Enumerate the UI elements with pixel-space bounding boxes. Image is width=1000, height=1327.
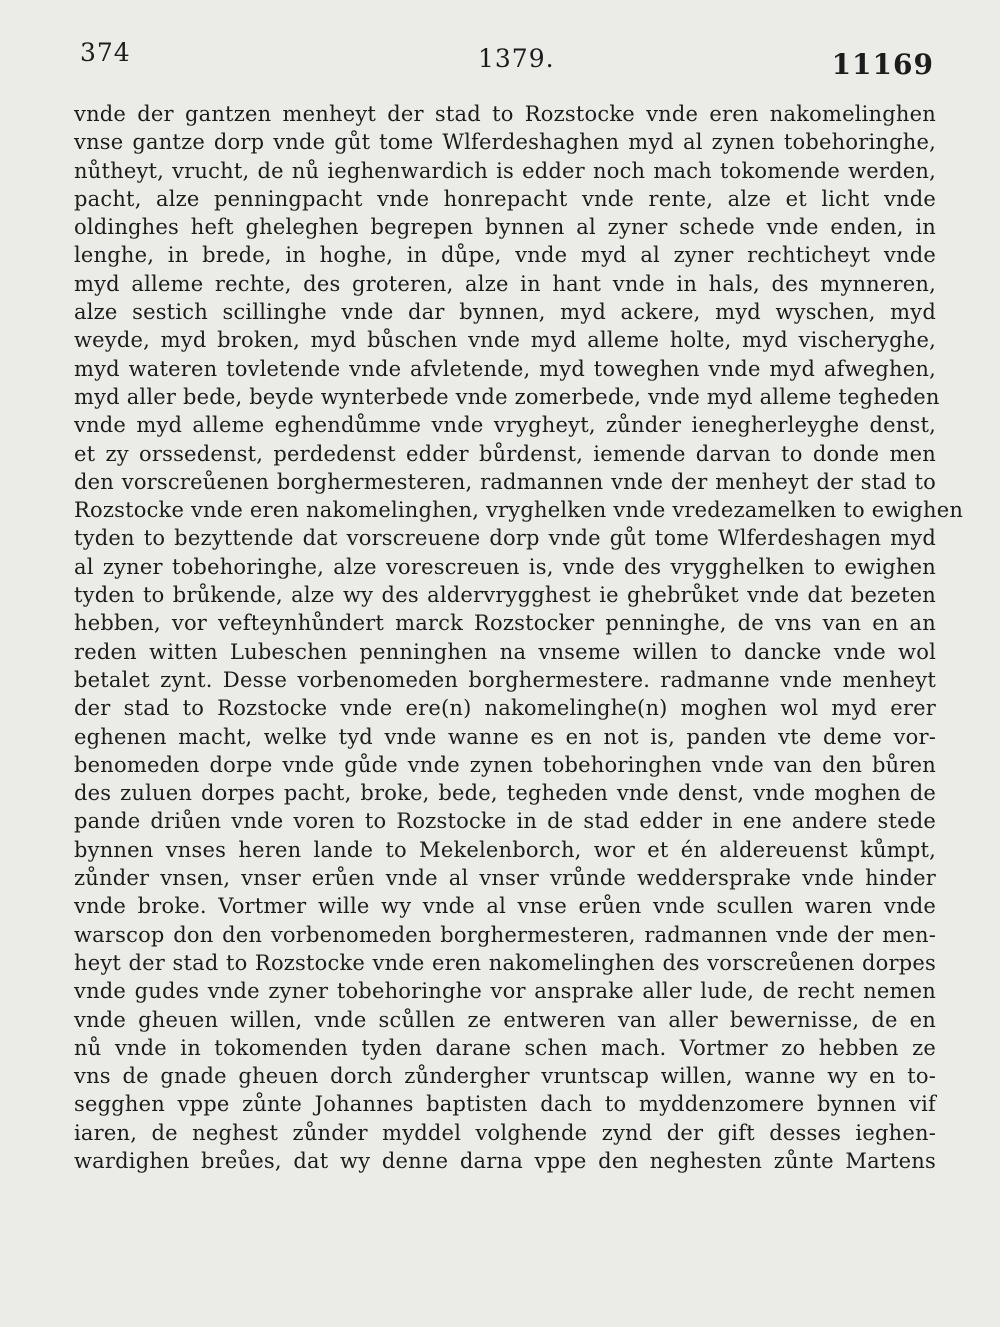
text-line: pacht, alze penningpacht vnde honrepacht vnde rente, alze et licht vnde [74, 186, 936, 211]
text-line: benomeden dorpe vnde gůde vnde zynen tobehoringhen vnde van den bůren [74, 752, 936, 777]
page-header [80, 38, 934, 81]
text-line: zůnder vnsen, vnser erůen vnde al vnser vrůnde weddersprake vnde hinder [74, 866, 936, 891]
text-line: pande driůen vnde voren to Rozstocke in de stad edder in ene andere stede [74, 809, 936, 834]
text-line: vnde myd alleme eghendůmme vnde vrygheyt, zůnder ienegherleyghe denst, [74, 413, 936, 438]
text-line: Rozstocke vnde eren nakomelinghen, vryghelken vnde vredezamelken to ewighen [74, 498, 964, 523]
text-line: oldinghes heft gheleghen begrepen bynnen al zyner schede vnde enden, in [74, 215, 936, 240]
text-line: betalet zynt. Desse vorbenomeden borghermestere. radmanne vnde menheyt [74, 667, 936, 692]
text-line: weyde, myd broken, myd bůschen vnde myd alleme holte, myd vischeryghe, [74, 328, 936, 353]
text-line: nů vnde in tokomenden tyden darane schen mach. Vortmer zo hebben ze [74, 1035, 936, 1060]
text-line: lenghe, in brede, in hoghe, in důpe, vnde myd al zyner rechticheyt vnde [74, 243, 936, 268]
text-line: des zuluen dorpes pacht, broke, bede, tegheden vnde denst, vnde moghen de [74, 781, 936, 806]
text-line: tyden to bezyttende dat vorscreuene dorp vnde gůt tome Wlferdeshagen myd [74, 526, 936, 551]
text-line: myd alleme rechte, des groteren, alze in hant vnde in hals, des mynneren, [74, 271, 936, 296]
text-line: vnde broke. Vortmer wille wy vnde al vnse erůen vnde scullen waren vnde [74, 894, 936, 919]
text-line: segghen vppe zůnte Johannes baptisten dach to myddenzomere bynnen vif [74, 1092, 936, 1117]
text-line: den vorscreůenen borghermesteren, radmannen vnde der menheyt der stad to [74, 469, 936, 494]
document-body [74, 100, 964, 1175]
text-line: vnse gantze dorp vnde gůt tome Wlferdeshaghen myd al zynen tobehoringhe, [74, 130, 936, 155]
text-line: alze sestich scillinghe vnde dar bynnen, myd ackere, myd wyschen, myd [74, 300, 936, 325]
text-line: heyt der stad to Rozstocke vnde eren nakomelinghen des vorscreůenen dorpes [74, 950, 936, 975]
text-line: wardighen breůes, dat wy denne darna vppe den neghesten zůnte Martens [74, 1148, 936, 1173]
text-line: tyden to brůkende, alze wy des aldervrygghest ie ghebrůket vnde dat bezeten [74, 583, 936, 608]
text-line: hebben, vor vefteynhůndert marck Rozstocker penninghe, de vns van en an [74, 611, 936, 636]
page-number: 374 [80, 38, 131, 67]
text-line: myd aller bede, beyde wynterbede vnde zomerbede, vnde myd alleme tegheden [74, 384, 940, 409]
text-line: vnde gudes vnde zyner tobehoringhe vor ansprake aller lude, de recht nemen [74, 979, 936, 1004]
text-line: eghenen macht, welke tyd vnde wanne es en not is, panden vte deme vor- [74, 724, 936, 749]
text-line: et zy orssedenst, perdedenst edder bůrdenst, iemende darvan to donde men [74, 441, 936, 466]
text-line: warscop don den vorbenomeden borghermesteren, radmannen vnde der men- [74, 922, 936, 947]
text-line: der stad to Rozstocke vnde ere(n) nakomelinghe(n) moghen wol myd erer [74, 696, 936, 721]
text-line: myd wateren tovletende vnde afvletende, myd toweghen vnde myd afweghen, [74, 356, 936, 381]
text-line: nůtheyt, vrucht, de nů ieghenwardich is edder noch mach tokomende werden, [74, 158, 936, 183]
document-number: 11169 [831, 48, 934, 81]
text-line: vns de gnade gheuen dorch zůndergher vruntscap willen, wanne wy en to- [74, 1064, 936, 1089]
text-line: vnde der gantzen menheyt der stad to Rozstocke vnde eren nakomelinghen [74, 102, 936, 126]
text-line: bynnen vnses heren lande to Mekelenborch, wor et én aldereuenst kůmpt, [74, 837, 936, 862]
text-line: reden witten Lubeschen penninghen na vnseme willen to dancke vnde wol [74, 639, 936, 664]
text-line: vnde gheuen willen, vnde scůllen ze entweren van aller bewernisse, de en [74, 1007, 936, 1032]
text-line: iaren, de neghest zůnder myddel volghende zynd der gift desses ieghen- [74, 1120, 936, 1145]
document-year: 1379. [478, 44, 555, 73]
text-line: al zyner tobehoringhe, alze vorescreuen is, vnde des vrygghelken to ewighen [74, 554, 936, 579]
